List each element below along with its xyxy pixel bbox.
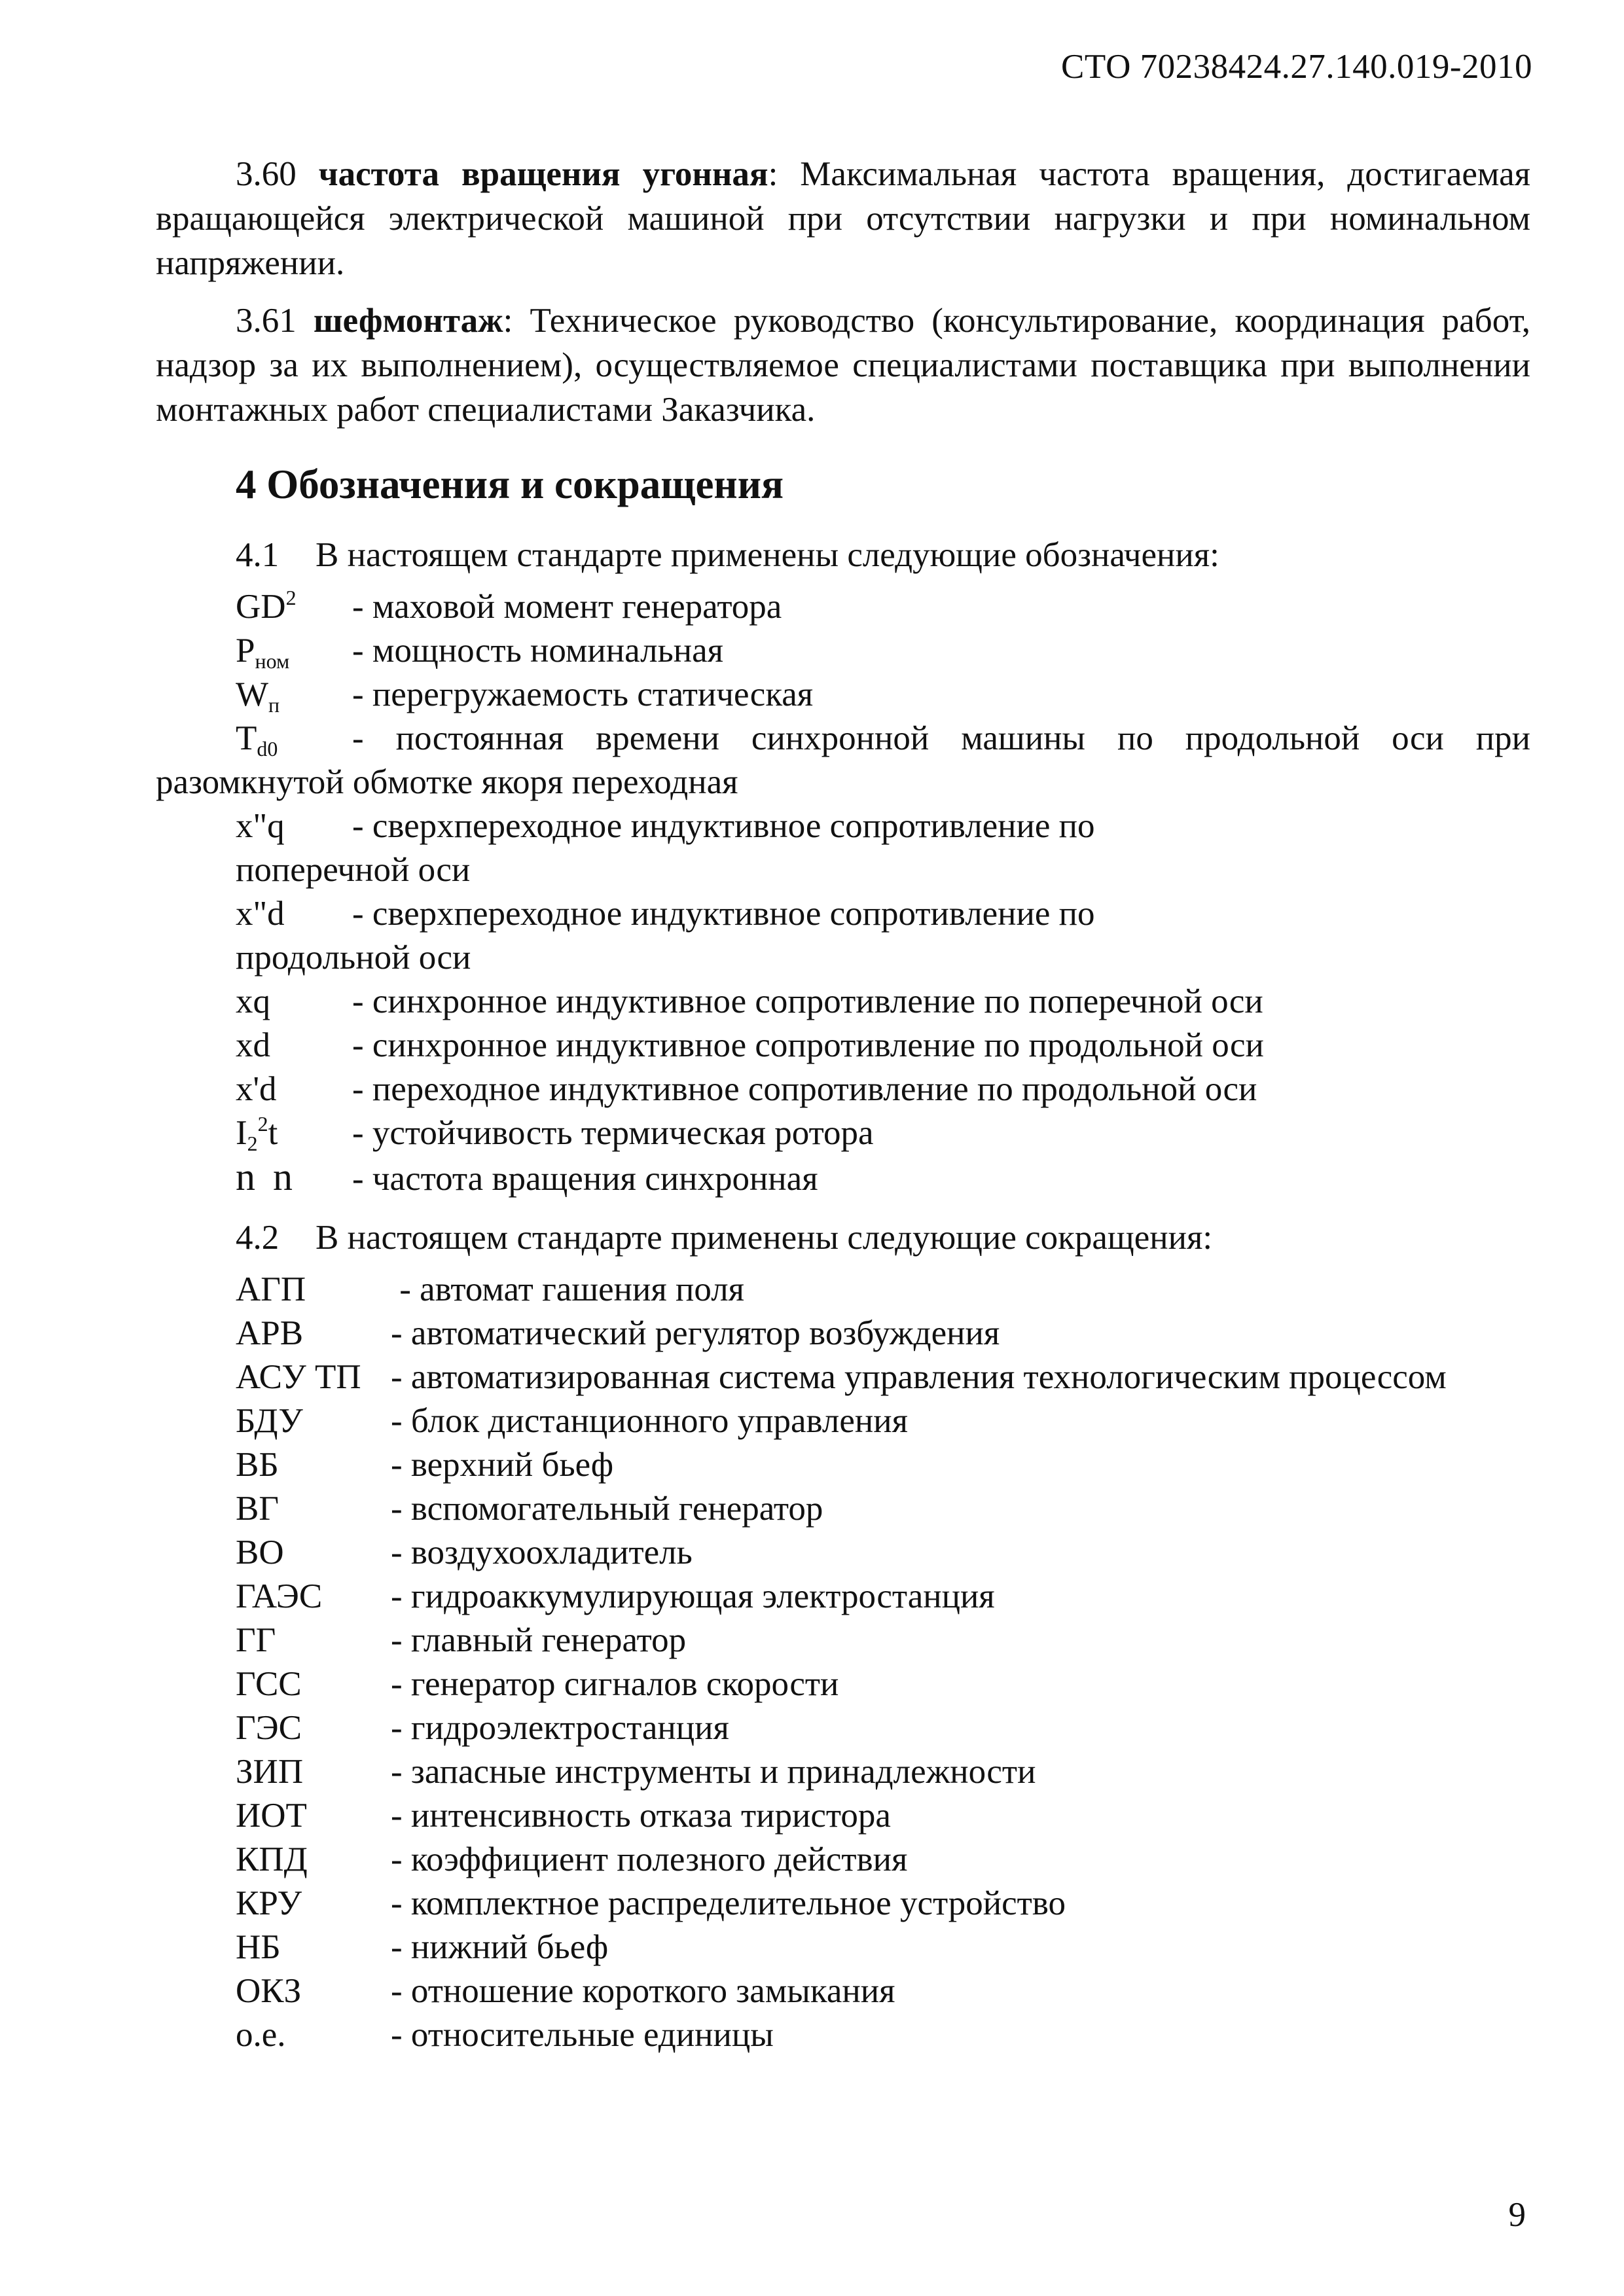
abbreviation-description: - запасные инструменты и принадлежности [391, 1753, 1036, 1791]
abbreviation: ВБ [236, 1446, 279, 1484]
symbol-base: T [236, 719, 257, 757]
symbol-base: xd [236, 1026, 270, 1064]
abbreviation-row [156, 1399, 1530, 1443]
abbreviation-row [156, 1487, 1530, 1531]
abbreviation-description: - главный генератор [391, 1621, 687, 1659]
abbreviations-list [156, 1268, 1530, 2057]
symbol-superscript: 2 [285, 586, 297, 609]
abbreviation-description: - комплектное распределительное устройство [391, 1884, 1066, 1922]
abbreviations-intro-number: 4.2 [236, 1219, 280, 1257]
abbreviation-description: - генератор сигналов скорости [391, 1665, 839, 1703]
abbreviation-description: - блок дистанционного управления [391, 1402, 908, 1440]
term-name: частота вращения угонная [318, 155, 768, 193]
designation-row [156, 629, 1530, 673]
spacer [156, 1201, 1530, 1215]
abbreviation-row [156, 1838, 1530, 1882]
term-number: 3.60 [236, 155, 297, 193]
abbreviation-row [156, 1355, 1530, 1399]
designation-row [156, 1155, 1530, 1201]
designations-intro-number: 4.1 [236, 536, 280, 574]
designation-description: - синхронное индуктивное сопротивление по продольной оси [352, 1026, 1264, 1064]
abbreviation: ОКЗ [236, 1972, 302, 2010]
abbreviation: ГГ [236, 1621, 276, 1659]
symbol-base: xq [236, 982, 270, 1020]
abbreviation-description: - верхний бьеф [391, 1446, 614, 1484]
term-3-61 [156, 298, 1530, 432]
abbreviation-description: - интенсивность отказа тиристора [391, 1797, 891, 1835]
abbreviation: БДУ [236, 1402, 303, 1440]
abbreviation-row [156, 1619, 1530, 1662]
page-content [156, 152, 1530, 2057]
designation-description-continued: продольной оси [236, 939, 471, 977]
designation-row [156, 980, 1530, 1024]
symbol-base: x'd [236, 1070, 277, 1108]
symbol [236, 980, 352, 1024]
abbreviation: АСУ ТП [236, 1358, 361, 1396]
abbreviation: КРУ [236, 1884, 302, 1922]
abbreviation-row [156, 1575, 1530, 1619]
designation-row [156, 673, 1530, 717]
symbol [236, 1067, 352, 1111]
abbreviation: ВО [236, 1534, 284, 1571]
symbol [236, 804, 352, 848]
abbreviation: ГЭС [236, 1709, 302, 1747]
designation-row [156, 892, 1530, 980]
symbol-base: W [236, 675, 269, 713]
abbreviation: о.е. [236, 2016, 286, 2054]
symbol-base: x"d [236, 895, 285, 933]
abbreviation-description: - гидроэлектростанция [391, 1709, 729, 1747]
abbreviation: ГСС [236, 1665, 302, 1703]
abbreviation-description: - автоматизированная система управления технологическим процессом [391, 1358, 1447, 1396]
abbreviation: АРВ [236, 1314, 304, 1352]
designation-description: - синхронное индуктивное сопротивление по поперечной оси [352, 982, 1263, 1020]
term-definition: : Техническое руководство (консультирование, координация работ, надзор за их выполнением), осуществляемое специалистами поставщика при выполнении монтажных работ специалистами Заказчика. [156, 302, 1531, 429]
symbol-tail: t [268, 1114, 278, 1152]
document-code: СТО 70238424.27.140.019-2010 [1061, 48, 1532, 86]
designation-row [156, 717, 1530, 804]
abbreviation: КПД [236, 1840, 308, 1878]
abbreviation-row [156, 1794, 1530, 1838]
designation-description-continued: поперечной оси [236, 851, 471, 889]
symbol [236, 1024, 352, 1067]
abbreviation-description: - относительные единицы [391, 2016, 774, 2054]
symbol [236, 717, 352, 761]
abbreviation-row [156, 1312, 1530, 1355]
designation-row [156, 585, 1530, 629]
abbreviation-description: - гидроаккумулирующая электростанция [391, 1577, 995, 1615]
abbreviation-row [156, 2013, 1530, 2057]
term-number: 3.61 [236, 302, 297, 340]
designation-description: - постоянная времени синхронной машины по продольной оси при разомкнутой обмотке якоря переходная [156, 719, 1530, 801]
symbol-subscript: п [268, 693, 280, 717]
symbol [236, 1111, 352, 1155]
section-title: 4 Обозначения и сокращения [236, 461, 784, 507]
abbreviation-row [156, 1926, 1530, 1969]
symbol-subscript: 2 [247, 1132, 258, 1155]
term-definition: : Максимальная частота вращения, достигаемая вращающейся электрической машиной при отсутствии нагрузки и при номинальном напряжении. [156, 155, 1531, 282]
abbreviations-intro-text: В настоящем стандарте применены следующие сокращения: [316, 1219, 1213, 1257]
abbreviation: НБ [236, 1928, 281, 1966]
symbol [236, 673, 352, 717]
abbreviation-row [156, 1706, 1530, 1750]
abbreviation: ГАЭС [236, 1577, 323, 1615]
designations-intro-text: В настоящем стандарте применены следующие обозначения: [316, 536, 1219, 574]
symbol [236, 1155, 352, 1199]
abbreviation-description: - автомат гашения поля [391, 1270, 745, 1308]
symbol-base: GD [236, 588, 286, 626]
symbol-base: I [236, 1114, 247, 1152]
abbreviation-row [156, 1268, 1530, 1312]
designation-description: - частота вращения синхронная [352, 1160, 818, 1198]
designation-row [156, 1024, 1530, 1067]
symbol-subscript: d0 [257, 737, 278, 761]
abbreviations-intro [236, 1215, 1530, 1260]
page-number: 9 [1508, 2196, 1526, 2234]
abbreviation: ИОТ [236, 1797, 307, 1835]
symbol-base: n n [236, 1155, 297, 1198]
abbreviation-row [156, 1531, 1530, 1575]
abbreviation: ЗИП [236, 1753, 304, 1791]
abbreviation-description: - вспомогательный генератор [391, 1490, 823, 1528]
designation-description: - мощность номинальная [352, 632, 724, 670]
term-3-60 [156, 152, 1530, 285]
symbol-base: P [236, 632, 255, 670]
abbreviation-row [156, 1750, 1530, 1794]
abbreviation-description: - отношение короткого замыкания [391, 1972, 895, 2010]
designation-row [156, 1111, 1530, 1155]
designation-row [156, 804, 1530, 892]
designations-list [156, 585, 1530, 1201]
abbreviation-description: - коэффициент полезного действия [391, 1840, 908, 1878]
abbreviation-description: - автоматический регулятор возбуждения [391, 1314, 1000, 1352]
designations-intro [236, 533, 1530, 577]
symbol-subscript: ном [255, 649, 290, 673]
designation-row [156, 1067, 1530, 1111]
term-name: шефмонтаж [313, 302, 503, 340]
symbol [236, 629, 352, 673]
abbreviation-row [156, 1662, 1530, 1706]
designation-description: - переходное индуктивное сопротивление по продольной оси [352, 1070, 1257, 1108]
symbol-base: x"q [236, 807, 285, 845]
designation-description: - маховой момент генератора [352, 588, 782, 626]
abbreviation-row [156, 1882, 1530, 1926]
symbol [236, 892, 352, 936]
abbreviation-description: - воздухоохладитель [391, 1534, 693, 1571]
designation-description: - устойчивость термическая ротора [352, 1114, 874, 1152]
abbreviation-row [156, 1969, 1530, 2013]
designation-description: - сверхпереходное индуктивное сопротивление по [352, 895, 1095, 933]
abbreviation-row [156, 1443, 1530, 1487]
symbol [236, 585, 352, 629]
abbreviation: АГП [236, 1270, 306, 1308]
abbreviation: ВГ [236, 1490, 279, 1528]
symbol-superscript: 2 [257, 1112, 268, 1136]
designation-description: - сверхпереходное индуктивное сопротивление по [352, 807, 1095, 845]
abbreviation-description: - нижний бьеф [391, 1928, 609, 1966]
designation-description: - перегружаемость статическая [352, 675, 814, 713]
